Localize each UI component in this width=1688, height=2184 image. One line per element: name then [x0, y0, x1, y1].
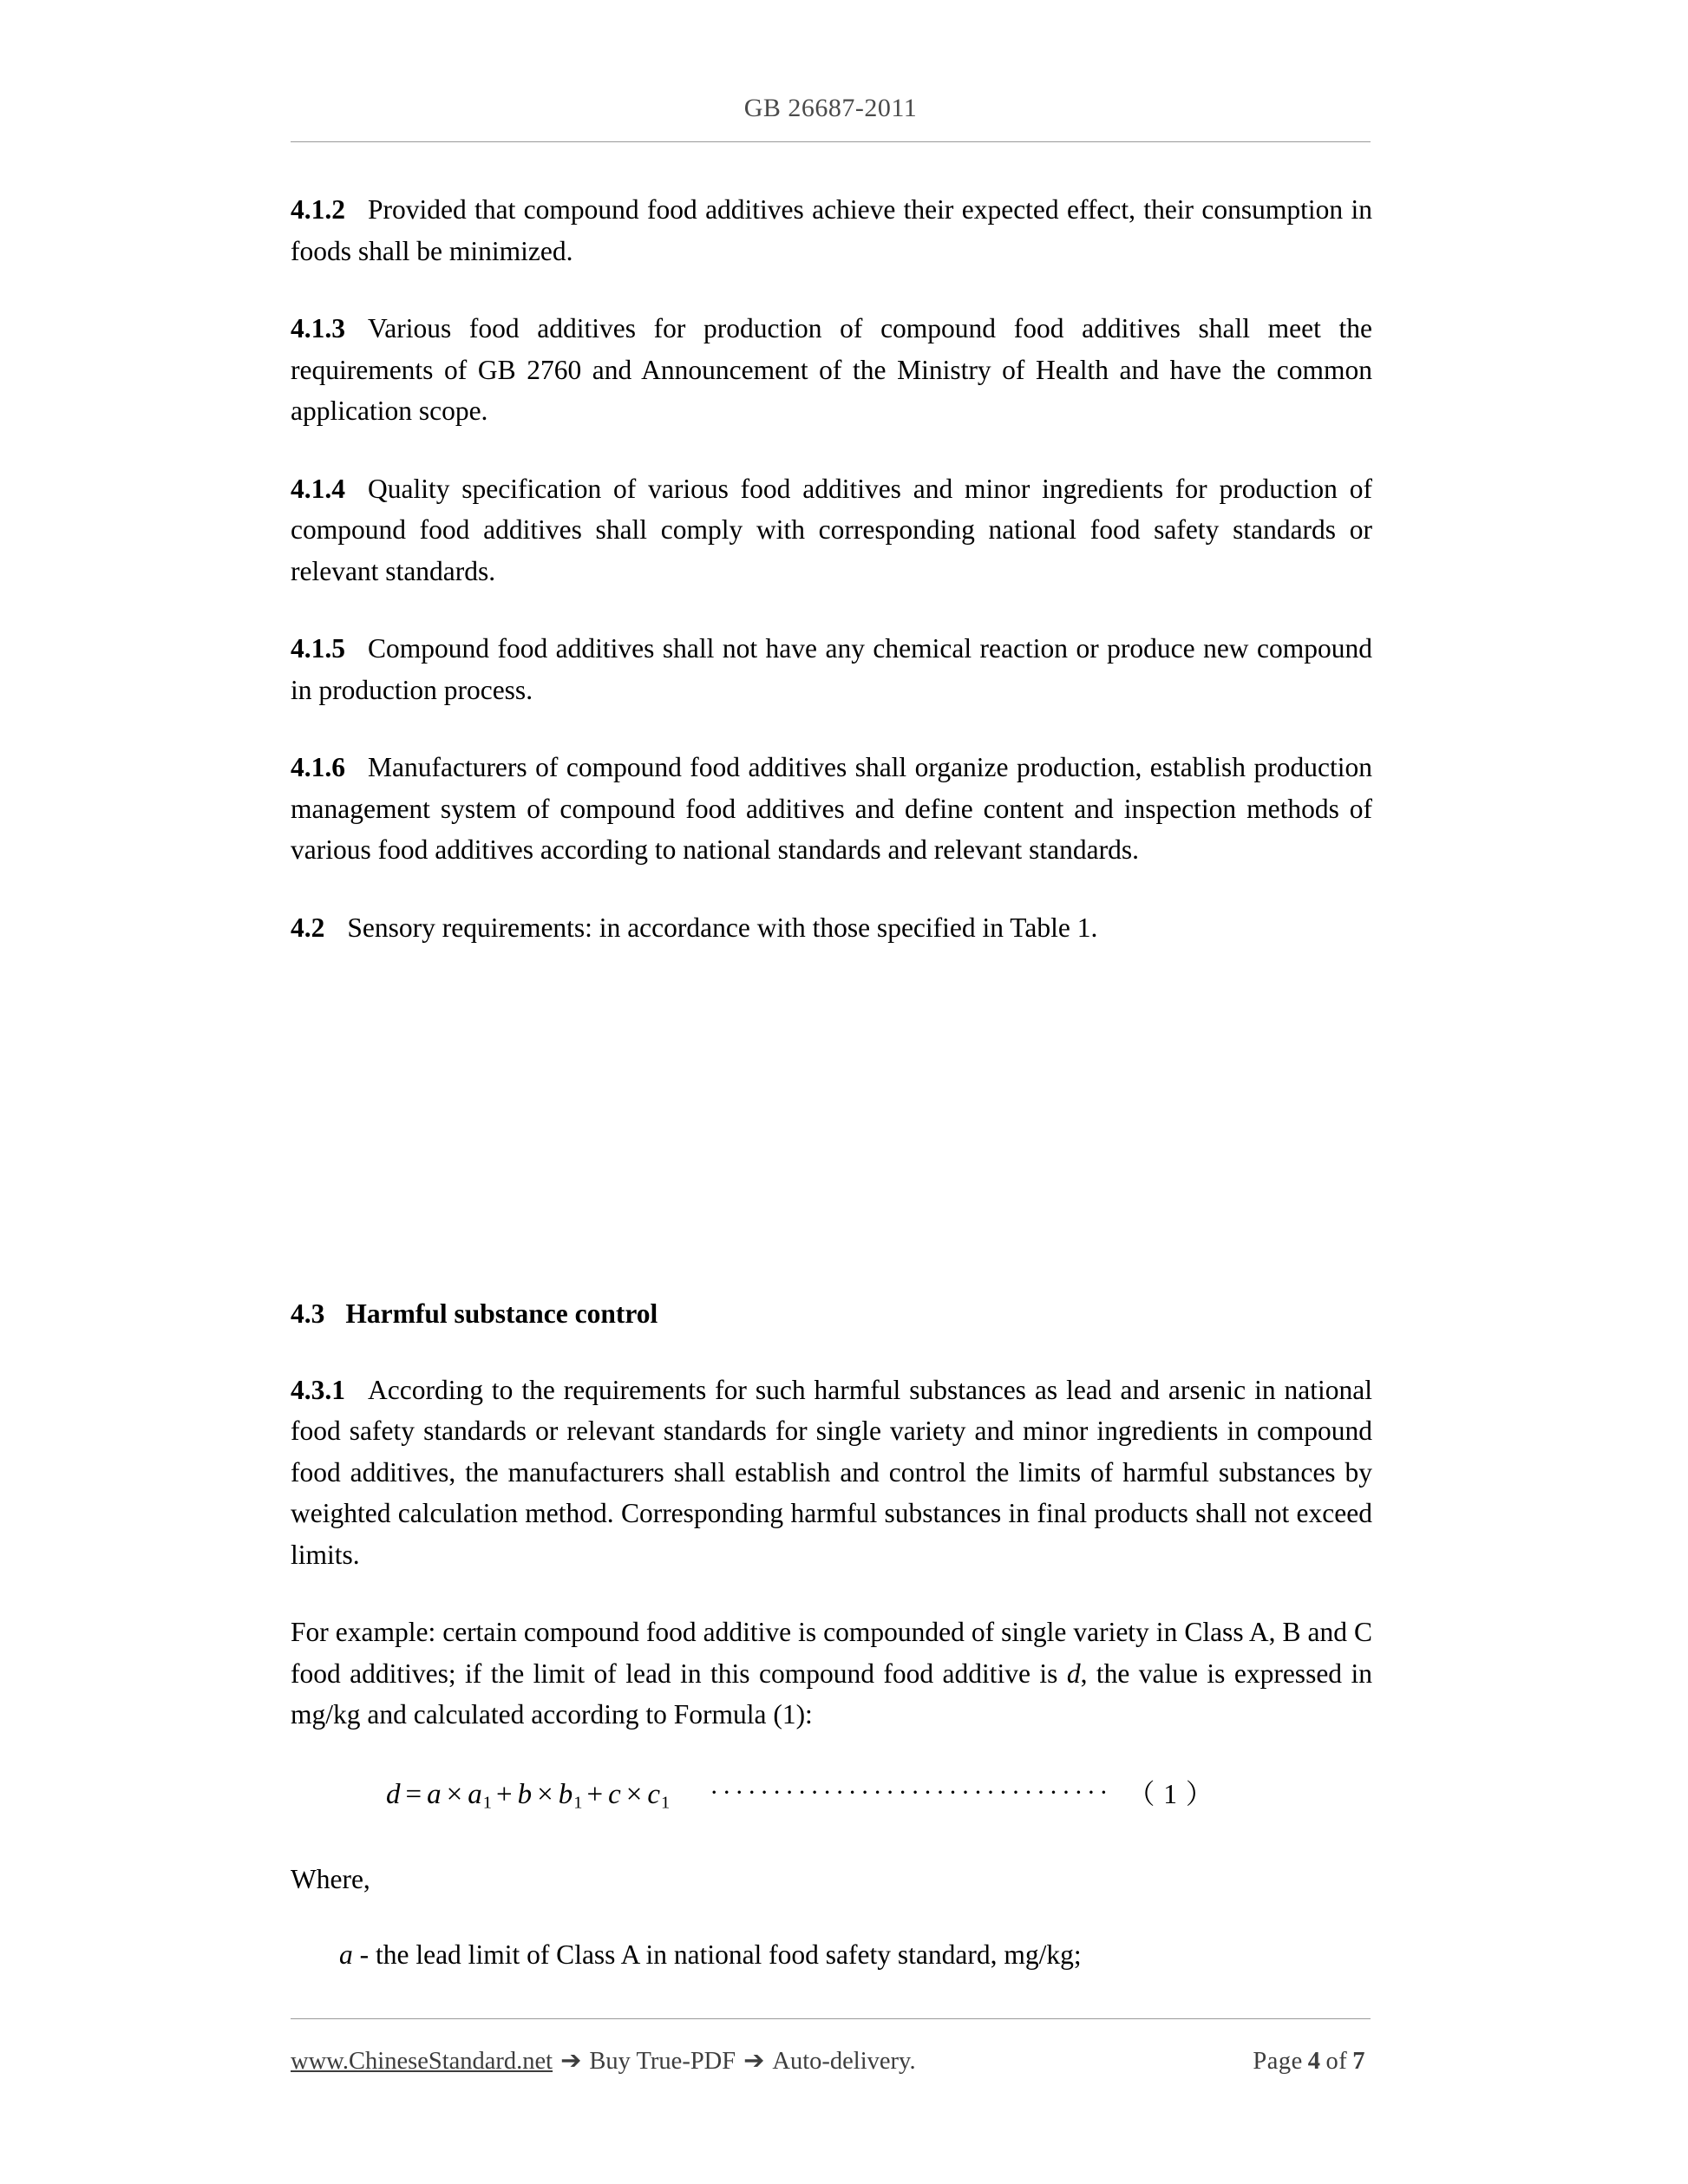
- header-divider: [291, 141, 1371, 142]
- formula-number: （ 1 ）: [1127, 1778, 1214, 1809]
- clause-4-2: [291, 907, 1372, 949]
- symbol-description: - the lead limit of Class A in national food safety standard, mg/kg;: [352, 1939, 1082, 1971]
- table-1-placeholder: [291, 984, 1372, 1293]
- arrow-right-icon: ➔: [560, 2047, 582, 2075]
- formula-expression: [386, 1778, 671, 1813]
- arrow-right-icon: ➔: [743, 2047, 765, 2075]
- clause-number: 4.1.4: [291, 473, 345, 504]
- clause-number: 4.1.5: [291, 633, 345, 664]
- formula-term3-coef: c: [608, 1778, 622, 1810]
- clause-number: 4.1.3: [291, 313, 345, 343]
- formula-term3-sub: 1: [661, 1793, 671, 1813]
- clause-4-1-6: [291, 747, 1372, 871]
- formula-lhs: d: [386, 1778, 402, 1810]
- page-indicator: [1253, 2043, 1371, 2080]
- formula-dot-leader: ································: [710, 1777, 1112, 1807]
- symbol-name: a: [339, 1939, 353, 1971]
- formula-term2-sub: 1: [573, 1793, 583, 1813]
- formula-term2-mult: ×: [537, 1778, 554, 1810]
- document-body: [291, 189, 1372, 2011]
- clause-number: 4.2: [291, 912, 325, 943]
- section-heading-4-3: [291, 1293, 1372, 1335]
- formula-1-row: [291, 1772, 1372, 1824]
- symbol-definition-a: [291, 1934, 1372, 1976]
- formula-term1-var: a: [468, 1778, 483, 1810]
- formula-term1-sub: 1: [482, 1793, 492, 1813]
- page-footer: [291, 2043, 1371, 2080]
- of-label: of: [1325, 2048, 1348, 2075]
- formula-term2-coef: b: [517, 1778, 533, 1810]
- footer-divider: [291, 2018, 1371, 2019]
- example-paragraph: [291, 1612, 1372, 1736]
- document-code: GB 26687-2011: [743, 94, 918, 122]
- clause-4-1-4: [291, 468, 1372, 592]
- clause-number: 4.1.2: [291, 194, 345, 225]
- formula-plus-2: +: [586, 1778, 605, 1810]
- formula-equals: =: [405, 1778, 423, 1810]
- footer-promo: [291, 2043, 916, 2080]
- clause-4-3-1: [291, 1370, 1372, 1576]
- clause-text: Quality specification of various food additives and minor ingredients for production of compound food additives shall comply with corresponding national food safety standards or relevant standards.: [291, 473, 1372, 586]
- clause-number: 4.3.1: [291, 1374, 345, 1405]
- clause-4-1-3: [291, 308, 1372, 432]
- formula-term1-coef: a: [427, 1778, 442, 1810]
- clause-text: Compound food additives shall not have any chemical reaction or produce new compound in production process.: [291, 633, 1372, 705]
- formula-term2-var: b: [558, 1778, 574, 1810]
- page-header: [291, 94, 1371, 123]
- formula-plus-1: +: [495, 1778, 514, 1810]
- footer-delivery-text: Auto-delivery.: [772, 2048, 916, 2075]
- section-title: Harmful substance control: [345, 1298, 658, 1329]
- website-link[interactable]: www.ChineseStandard.net: [291, 2048, 553, 2075]
- example-text-part1: For example: certain compound food additive is compounded of single variety in Class A, B and C food additives; if the limit of lead in this compound food additive is: [291, 1617, 1372, 1689]
- formula-term3-var: c: [647, 1778, 661, 1810]
- example-italic-symbol: d: [1066, 1658, 1081, 1689]
- current-page-number: 4: [1307, 2048, 1321, 2075]
- page-label: Page: [1253, 2048, 1303, 2075]
- clause-number: 4.1.6: [291, 752, 345, 782]
- clause-text: Manufacturers of compound food additives shall organize production, establish production management system of compound food additives and define content and inspection methods of various food additives according to national standards and relevant standards.: [291, 752, 1372, 865]
- clause-text: According to the requirements for such harmful substances as lead and arsenic in national food safety standards or relevant standards for single variety and minor ingredients in compound food additives, the manufacturers shall establish and control the limits of harmful substances by weighted calculation method. Corresponding harmful substances in final products shall not exceed limits.: [291, 1374, 1372, 1570]
- total-page-number: 7: [1352, 2048, 1365, 2075]
- clause-4-1-5: [291, 628, 1372, 710]
- section-number: 4.3: [291, 1298, 325, 1329]
- clause-4-1-2: [291, 189, 1372, 271]
- where-label: Where,: [291, 1863, 370, 1894]
- formula-term3-mult: ×: [625, 1778, 644, 1810]
- clause-text: Various food additives for production of compound food additives shall meet the requirements of GB 2760 and Announcement of the Ministry of Health and have the common application scope.: [291, 313, 1372, 426]
- example-text-part2: , the value is expressed in mg/kg and calculated according to Formula (1):: [291, 1658, 1372, 1730]
- formula-term1-mult: ×: [446, 1778, 464, 1810]
- clause-text: Sensory requirements: in accordance with those specified in Table 1.: [347, 912, 1098, 943]
- clause-text: Provided that compound food additives achieve their expected effect, their consumption in foods shall be minimized.: [291, 194, 1372, 266]
- footer-buy-text: Buy True-PDF: [589, 2048, 736, 2075]
